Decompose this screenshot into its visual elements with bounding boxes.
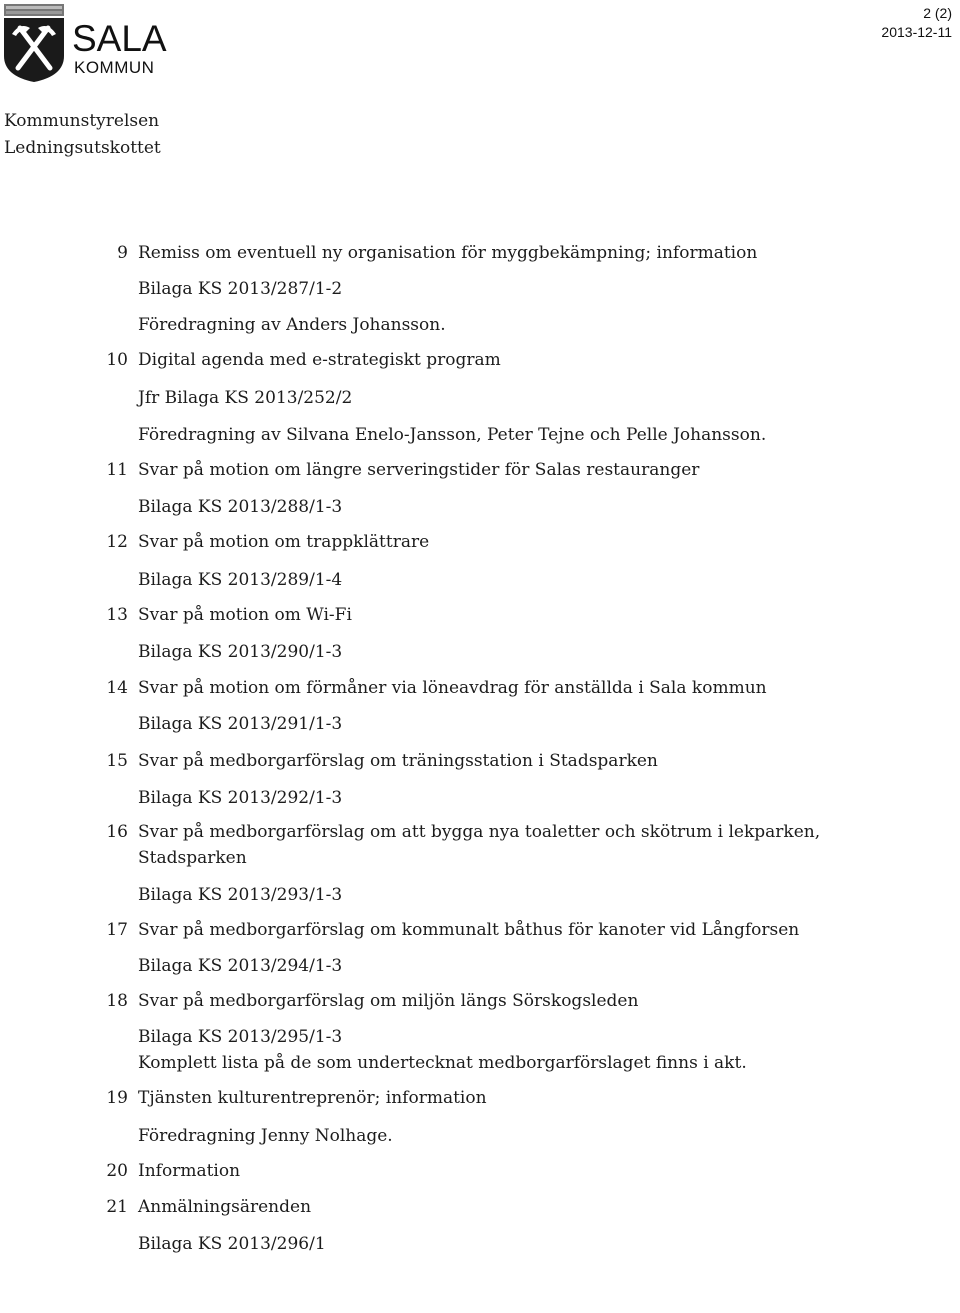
agenda-item-detail: Bilaga KS 2013/290/1-3 [138,642,343,662]
agenda-item-number: 21 [106,1197,128,1217]
agenda-item-detail: Komplett lista på de som undertecknat medborgarförslaget finns i akt. [138,1053,747,1073]
agenda-item-title: Svar på medborgarförslag om miljön längs Sörskogsleden [138,991,639,1011]
agenda-item-detail: Bilaga KS 2013/287/1-2 [138,279,343,299]
agenda-item-detail: Bilaga KS 2013/292/1-3 [138,788,343,808]
agenda-item-number: 14 [106,678,128,698]
agenda-item-number: 12 [106,532,128,552]
organisation-block [4,108,161,162]
agenda-item-title: Svar på motion om Wi-Fi [138,605,352,625]
agenda-item-title: Svar på medborgarförslag om kommunalt båthus för kanoter vid Långforsen [138,920,800,940]
agenda-item-title: Remiss om eventuell ny organisation för myggbekämpning; information [138,243,758,263]
sala-kommun-logo [4,4,204,77]
agenda-item-number: 17 [106,920,128,940]
agenda-item-title: Svar på medborgarförslag om att bygga nya toaletter och skötrum i lekparken, [138,822,821,842]
agenda-item-title: Information [138,1161,241,1181]
agenda-item-detail: Jfr Bilaga KS 2013/252/2 [138,388,353,408]
logo-subtitle: KOMMUN [74,58,155,77]
municipal-emblem-icon [4,4,64,82]
agenda-item-detail: Föredragning av Anders Johansson. [138,315,446,335]
agenda-item-detail: Bilaga KS 2013/289/1-4 [138,570,343,590]
agenda-item-detail: Bilaga KS 2013/294/1-3 [138,956,343,976]
agenda-item-detail: Bilaga KS 2013/295/1-3 [138,1027,343,1047]
agenda-item-detail: Föredragning Jenny Nolhage. [138,1126,393,1146]
agenda-item-number: 13 [106,605,128,625]
page-number: 2 (2) [923,5,952,21]
agenda-item-detail: Bilaga KS 2013/291/1-3 [138,714,343,734]
agenda-item-title: Svar på motion om trappklättrare [138,532,430,552]
agenda-item-title: Svar på medborgarförslag om träningsstation i Stadsparken [138,751,658,771]
agenda-item-number: 10 [106,350,128,370]
agenda-item-number: 18 [106,991,128,1011]
agenda-item-detail: Bilaga KS 2013/293/1-3 [138,885,343,905]
agenda-item-detail: Föredragning av Silvana Enelo-Jansson, Peter Tejne och Pelle Johansson. [138,425,767,445]
agenda-item-detail: Bilaga KS 2013/288/1-3 [138,497,343,517]
agenda-item-detail: Stadsparken [138,848,247,868]
committee-name: Ledningsutskottet [4,138,161,158]
agenda-item-detail: Bilaga KS 2013/296/1 [138,1234,326,1254]
agenda-item-title: Svar på motion om längre serveringstider för Salas restauranger [138,460,700,480]
logo-wordmark: SALA [72,18,167,59]
agenda-item-title: Anmälningsärenden [138,1197,312,1217]
agenda-item-number: 16 [106,822,128,842]
agenda-item-number: 15 [106,751,128,771]
agenda-item-number: 11 [106,460,128,480]
document-date: 2013-12-11 [881,24,952,40]
agenda-item-title: Svar på motion om förmåner via löneavdrag för anställda i Sala kommun [138,678,767,698]
agenda-item-number: 19 [106,1088,128,1108]
agenda-item-number: 20 [106,1161,128,1181]
agenda-item-title: Digital agenda med e-strategiskt program [138,350,501,370]
agenda-item-title: Tjänsten kulturentreprenör; information [138,1088,487,1108]
agenda-item-number: 9 [117,243,128,263]
board-name: Kommunstyrelsen [4,111,160,131]
